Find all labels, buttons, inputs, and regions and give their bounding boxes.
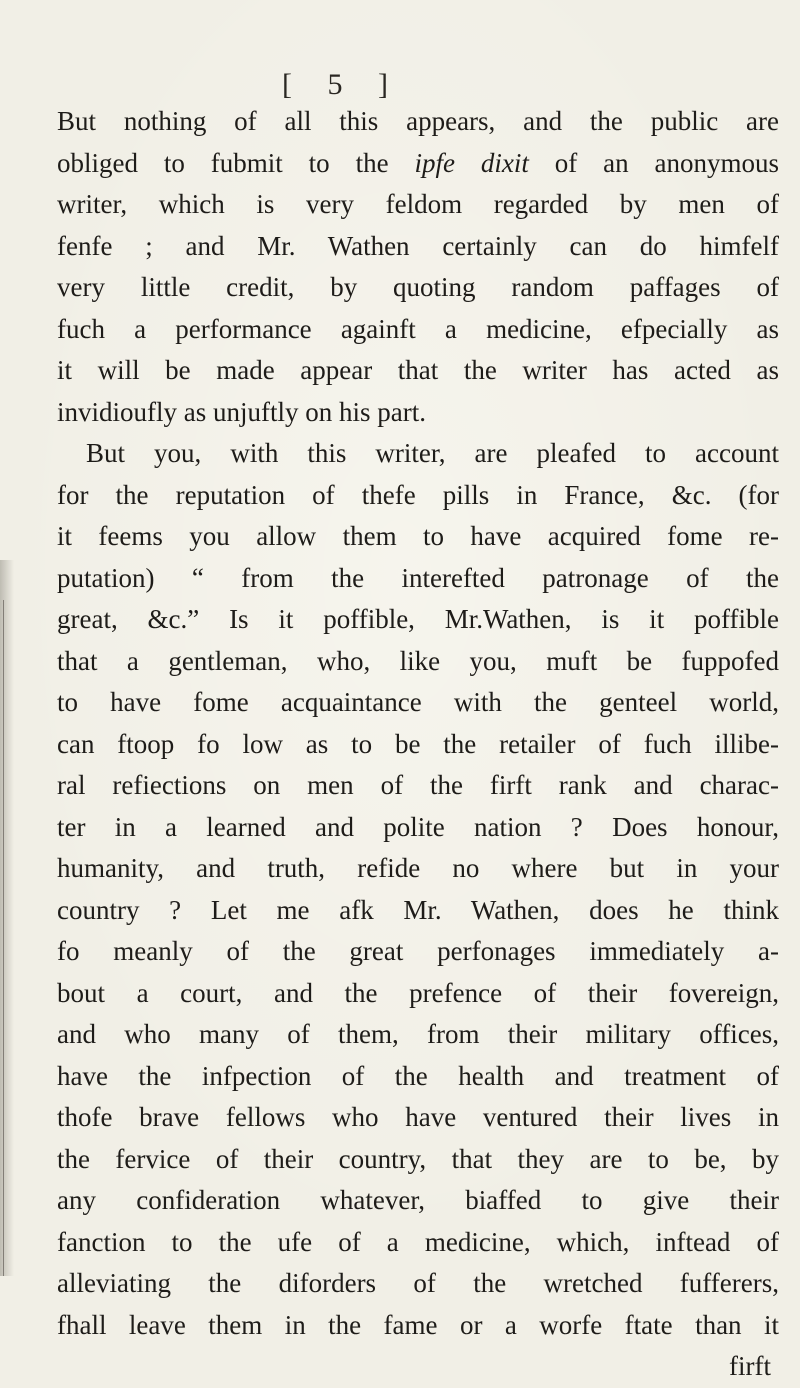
text-line: humanity, and truth, refide no where but in your (57, 853, 779, 883)
text-line: any confideration whatever, biaffed to give their (57, 1185, 779, 1215)
text-line: great, &c.” Is it poffible, Mr.Wathen, is it poffible (57, 604, 779, 634)
text-line: country ? Let me afk Mr. Wathen, does he think (57, 894, 779, 925)
text-line: it will be made appear that the writer has acted as (57, 355, 779, 385)
text-line: have the infpection of the health and treatment of (57, 1060, 779, 1091)
text-line: fanction to the ufe of a medicine, which, inftead of (57, 1226, 779, 1257)
text-line: fenfe ; and Mr. Wathen certainly can do himfelf (57, 230, 779, 261)
text-line: alleviating the diforders of the wretched fufferers, (57, 1268, 779, 1298)
body-text (57, 101, 779, 1388)
text-line: it feems you allow them to have acquired fome re- (57, 521, 779, 551)
catchword: firft (729, 1351, 771, 1381)
text-line: that a gentleman, who, like you, muft be fuppofed (57, 645, 779, 676)
text-line: ter in a learned and polite nation ? Does honour, (57, 811, 779, 842)
text-line: bout a court, and the prefence of their fovereign, (57, 977, 779, 1008)
text-line: can ftoop fo low as to be the retailer of fuch illibe- (57, 728, 779, 759)
text-line: and who many of them, from their military offices, (57, 1019, 779, 1049)
page-number-header: [ 5 ] (282, 68, 402, 101)
text-line: the fervice of their country, that they are to be, by (57, 1143, 779, 1174)
text-line: But you, with this writer, are pleafed to account (86, 438, 779, 468)
text-line: for the reputation of thefe pills in France, &c. (for (57, 479, 779, 510)
text-line: fo meanly of the great perfonages immediately a- (57, 936, 779, 966)
text-line: thofe brave fellows who have ventured their lives in (57, 1102, 779, 1132)
text-line: invidioufly as unjuftly on his part. (57, 396, 426, 427)
text-line: obliged to fubmit to the ipfe dixit of an anonymous (57, 147, 779, 178)
page-edge (3, 600, 4, 1276)
text-line: But nothing of all this appears, and the public are (57, 106, 779, 136)
text-line: ral refiections on men of the firft rank and charac- (57, 770, 779, 800)
text-line: putation) “ from the interefted patronage of the (57, 562, 779, 593)
text-line: fhall leave them in the fame or a worfe ftate than it (57, 1309, 779, 1340)
text-line: writer, which is very feldom regarded by men of (57, 189, 779, 219)
italic-phrase: ipfe dixit (414, 147, 529, 178)
text-line: fuch a performance againft a medicine, efpecially as (57, 313, 779, 344)
text-line: to have fome acquaintance with the genteel world, (57, 687, 779, 717)
text-line: very little credit, by quoting random paffages of (57, 272, 779, 302)
